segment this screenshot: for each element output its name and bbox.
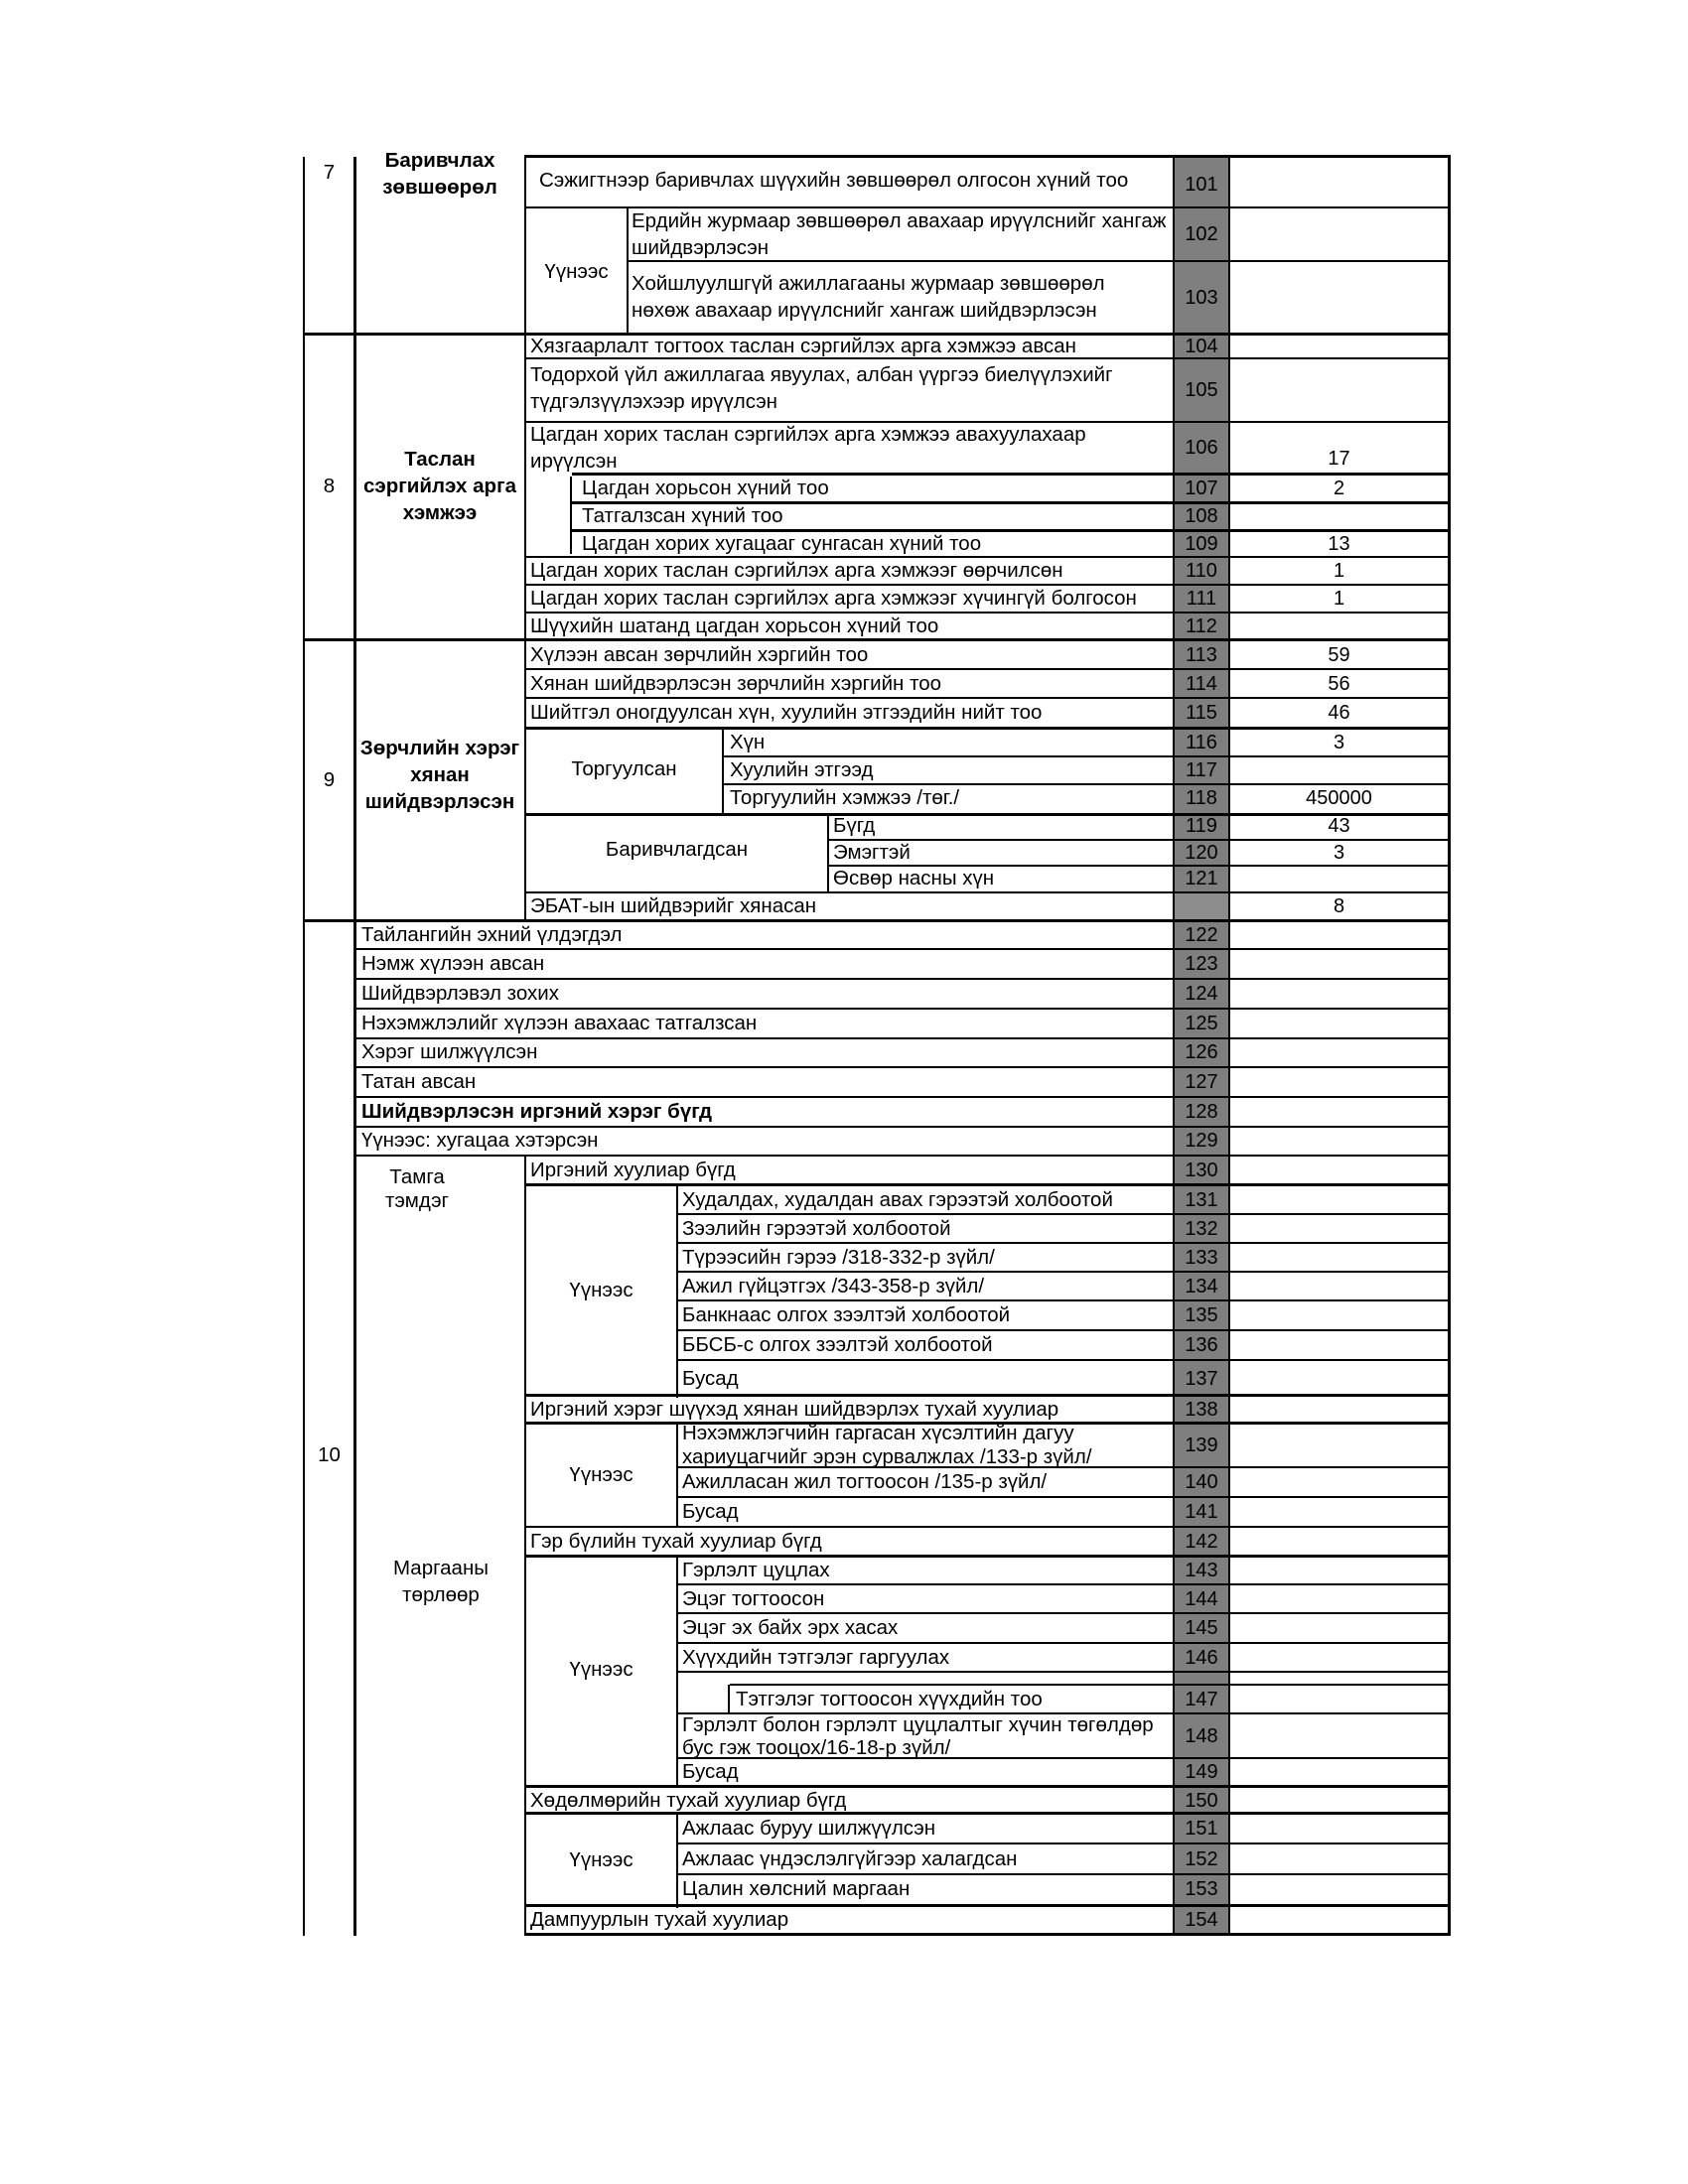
row-label-102: Ердийн журмаар зөвшөөрөл авахаар ирүүлснийг хангаж шийдвэрлэсэн: [632, 209, 1167, 259]
ofwhich-label-family: Үүнээс: [569, 1658, 633, 1681]
row-code: 114: [1186, 673, 1217, 695]
row-code: 126: [1185, 1041, 1218, 1063]
row-label-134: Ажил гүйцэтгэх /343-358-р зүйл/: [682, 1275, 985, 1297]
row-label-128: Шийдвэрлэсэн иргэний хэрэг бүгд: [361, 1100, 712, 1123]
row-code: 130: [1185, 1160, 1218, 1181]
row-label-125: Нэхэмжлэлийг хүлээн авахаас татгалзсан: [361, 1012, 758, 1034]
value-cell-115: 46: [1328, 702, 1350, 724]
row-code: 120: [1185, 842, 1218, 864]
row-label-127: Татан авсан: [361, 1070, 477, 1093]
section-title-8: Таслан сэргийлэх арга хэмжээ: [362, 448, 517, 524]
row-code: 144: [1185, 1588, 1218, 1610]
row-code: 138: [1185, 1399, 1218, 1421]
row-code: 119: [1186, 815, 1217, 837]
value-cell-119: 43: [1328, 815, 1350, 837]
row-label-124: Шийдвэрлэвэл зохих: [361, 982, 559, 1005]
ofwhich-label-civil: Үүнээс: [569, 1279, 633, 1301]
row-label-135: Банкнаас олгох зээлтэй холбоотой: [682, 1303, 1011, 1326]
section-number-9: 9: [323, 768, 336, 791]
row-label-117: Хуулийн этгээд: [730, 758, 874, 781]
row-label-129: Үүнээс: хугацаа хэтэрсэн: [361, 1129, 599, 1152]
row-code: 143: [1185, 1560, 1218, 1581]
row-code: 122: [1185, 924, 1218, 946]
row-label-146: Хүүхдийн тэтгэлэг гаргуулах: [682, 1646, 950, 1669]
row-label-145: Эцэг эх байх эрх хасах: [682, 1616, 899, 1639]
row-code: 116: [1186, 732, 1217, 753]
row-code: 123: [1185, 953, 1218, 975]
row-label-114: Хянан шийдвэрлэсэн зөрчлийн хэргийн тоо: [530, 672, 942, 695]
row-label-132: Зээлийн гэрээтэй холбоотой: [682, 1217, 951, 1240]
section-number-7: 7: [323, 161, 336, 184]
row-code: 133: [1185, 1247, 1218, 1269]
value-cell-106: 17: [1328, 448, 1350, 470]
row-code: 109: [1185, 533, 1218, 555]
row-label-108: Татгалзсан хүний тоо: [582, 504, 783, 527]
row-code: 111: [1186, 588, 1217, 610]
s9-fined-divider: [722, 730, 724, 815]
row-label-140: Ажилласан жил тогтоосон /135-р зүйл/: [682, 1470, 1048, 1493]
row-code: 117: [1186, 759, 1217, 781]
row-label-133: Түрээсийн гэрээ /318-332-р зүйл/: [682, 1246, 995, 1269]
row-code: 106: [1185, 437, 1218, 459]
row-code: 145: [1185, 1617, 1218, 1639]
code-right-border: [1228, 157, 1230, 1936]
code-column-shade-gap: [1175, 893, 1229, 921]
row-label-143: Гэрлэлт цуцлах: [682, 1559, 830, 1581]
row-code: 135: [1185, 1304, 1218, 1326]
row-code: 151: [1185, 1818, 1218, 1840]
row-code: 125: [1185, 1013, 1218, 1034]
row-code: 140: [1185, 1471, 1218, 1493]
row-code: 115: [1186, 702, 1217, 724]
row-label-136: ББСБ-с олгох зээлтэй холбоотой: [682, 1333, 993, 1356]
row-code: 112: [1186, 615, 1217, 637]
row-code: 141: [1185, 1501, 1218, 1523]
row-label-142: Гэр бүлийн тухай хуулиар бүгд: [530, 1530, 822, 1553]
row-code: 154: [1185, 1909, 1218, 1931]
row-code: 127: [1185, 1071, 1218, 1093]
row-label-118: Торгуулийн хэмжээ /төг./: [730, 786, 960, 809]
row-label-151: Ажлаас буруу шилжүүлсэн: [682, 1817, 936, 1840]
s8-sub-divider: [570, 477, 572, 554]
row-code: 118: [1186, 787, 1217, 809]
stamp-label: Тамга тэмдэг: [384, 1165, 450, 1212]
section-title-7: Баривчлах зөвшөөрөл: [382, 149, 497, 199]
row-code: 103: [1185, 287, 1218, 309]
row-code: 105: [1185, 379, 1218, 401]
ofwhich-label-s7: Үүнээс: [544, 260, 609, 283]
s10-labor-divider: [676, 1813, 678, 1908]
row-label-153: Цалин хөлсний маргаан: [682, 1877, 911, 1900]
s7-sub-divider: [627, 208, 629, 334]
row-label-130: Иргэний хуулиар бүгд: [530, 1159, 736, 1181]
value-cell-107: 2: [1333, 478, 1345, 499]
row-code: 137: [1185, 1368, 1218, 1390]
row-code: 104: [1185, 336, 1218, 357]
value-cell-116: 3: [1333, 732, 1345, 753]
hline: [678, 1843, 1450, 1844]
value-cell-118: 450000: [1306, 787, 1372, 809]
row-code: 121: [1185, 868, 1218, 889]
ofwhich-label-labor: Үүнээс: [569, 1848, 633, 1871]
section-divider: [353, 157, 356, 1936]
hline: [678, 1496, 1450, 1498]
row-code: 129: [1185, 1130, 1218, 1152]
row-label-131: Худалдах, худалдан авах гэрээтэй холбоотой: [682, 1188, 1113, 1211]
ofwhich-label-procedure: Үүнээс: [569, 1463, 633, 1486]
top-border: [524, 155, 1450, 158]
row-label-106: Цагдан хорих таслан сэргийлэх арга хэмжээ авахуулахаар ирүүлсэн: [530, 423, 1086, 473]
row-label-148: Гэрлэлт болон гэрлэлт цуцлалтыг хүчин төгөлдөр бус гэж тооцох/16-18-р зүйл/: [682, 1713, 1154, 1759]
row-code: 148: [1185, 1725, 1218, 1747]
row-label-141: Бусад: [682, 1500, 739, 1523]
row-label-149: Бусад: [682, 1760, 739, 1783]
row-label-152: Ажлаас үндэслэлгүйгээр халагдсан: [682, 1847, 1018, 1870]
row-label-104: Хязгаарлалт тогтоох таслан сэргийлэх арга хэмжээ авсан: [530, 335, 1076, 357]
section-number-8: 8: [323, 475, 336, 497]
s10-alimony-divider: [728, 1685, 730, 1713]
row-label-147: Тэтгэлэг тогтоосон хүүхдийн тоо: [736, 1688, 1043, 1710]
row-label-120: Эмэгтэй: [833, 841, 911, 864]
value-cell-113: 59: [1328, 644, 1350, 666]
row-label-137: Бусад: [682, 1367, 739, 1390]
hline: [678, 1359, 1450, 1361]
row-label-105: Тодорхой үйл ажиллагаа явуулах, албан үүргээ биелүүлэхийг түдгэлзүүлэхээр ирүүлсэн: [530, 363, 1113, 413]
row-code: 101: [1185, 174, 1218, 196]
row-code: 150: [1185, 1790, 1218, 1812]
row-code: 134: [1185, 1276, 1218, 1297]
value-cell-109: 13: [1328, 533, 1350, 555]
s10-procedure-divider: [676, 1424, 678, 1527]
value-cell-110: 1: [1333, 560, 1345, 582]
row-label-112: Шүүхийн шатанд цагдан хорьсон хүний тоо: [530, 614, 939, 637]
row-code: 142: [1185, 1531, 1218, 1553]
left-border: [303, 157, 305, 1936]
row-code: 146: [1185, 1647, 1218, 1669]
row-code: 128: [1185, 1101, 1218, 1123]
row-code: 136: [1185, 1334, 1218, 1356]
row-label-101: Сэжигтнээр баривчлах шүүхийн зөвшөөрөл олгосон хүний тоо: [539, 169, 1129, 192]
value-cell-120: 3: [1333, 842, 1345, 864]
dispute-type-label: Маргааны төрлөөр: [393, 1557, 489, 1606]
row-label-119: Бүгд: [833, 814, 876, 837]
row-code: 107: [1185, 478, 1218, 499]
row-label-103: Хойшлуулшгүй ажиллагааны журмаар зөвшөөрөл нөхөж авахаар ирүүлснийг хангаж шийдвэрлэсэн: [632, 272, 1105, 322]
row-code: 131: [1185, 1189, 1218, 1211]
s9-arrested-divider: [827, 815, 829, 893]
row-label-109: Цагдан хорих хугацааг сунгасан хүний тоо: [582, 532, 982, 555]
row-label-111: Цагдан хорих таслан сэргийлэх арга хэмжээг хүчингүй болгосон: [530, 587, 1137, 610]
hline: [354, 1155, 1450, 1157]
row-code: 149: [1185, 1761, 1218, 1783]
fined-label: Торгуулсан: [571, 757, 677, 780]
row-label-139: Нэхэмжлэгчийн гаргасан хүсэлтийн дагуу хариуцагчийг эрэн сурвалжлах /133-р зүйл/: [682, 1422, 1092, 1466]
value-cell-111: 1: [1333, 588, 1345, 610]
row-label-138: Иргэний хэрэг шүүхэд хянан шийдвэрлэх тухай хуулиар: [530, 1398, 1059, 1421]
row-label-110: Цагдан хорих таслан сэргийлэх арга хэмжээг өөрчилсөн: [530, 559, 1063, 582]
row-code: 113: [1186, 644, 1217, 666]
row-label-126: Хэрэг шилжүүлсэн: [361, 1040, 538, 1063]
row-label-154: Дампуурлын тухай хуулиар: [530, 1908, 789, 1931]
row-label-113: Хүлээн авсан зөрчлийн хэргийн тоо: [530, 643, 869, 666]
row-code: 132: [1185, 1218, 1218, 1240]
arrested-label: Баривчлагдсан: [605, 838, 749, 861]
row-label-123: Нэмж хүлээн авсан: [361, 952, 545, 975]
row-code: 110: [1186, 560, 1217, 582]
row-code: 139: [1185, 1434, 1218, 1456]
row-label-116: Хүн: [730, 731, 766, 753]
row-label-107: Цагдан хорьсон хүний тоо: [582, 477, 829, 499]
row-label-115: Шийтгэл оногдуулсан хүн, хуулийн этгээдийн нийт тоо: [530, 701, 1043, 724]
row-code: 147: [1185, 1689, 1218, 1710]
row-label-150: Хөдөлмөрийн тухай хуулиар бүгд: [530, 1789, 847, 1812]
row-label-ebat: ЭБАТ-ын шийдвэрийг хянасан: [530, 894, 817, 917]
row-code: 153: [1185, 1878, 1218, 1900]
row-code: 108: [1185, 505, 1218, 527]
section-number-10: 10: [318, 1443, 341, 1466]
row-label-121: Өсвөр насны хүн: [833, 867, 995, 889]
value-cell-114: 56: [1328, 673, 1350, 695]
section-title-9: Зөрчлийн хэрэг хянан шийдвэрлэсэн: [359, 737, 520, 813]
row-code: 124: [1185, 983, 1218, 1005]
row-code: 102: [1185, 223, 1218, 245]
label-divider-bottom: [524, 1156, 526, 1936]
row-label-144: Эцэг тогтоосон: [682, 1587, 825, 1610]
hline: [354, 1066, 1450, 1068]
row-label-122: Тайлангийн эхний үлдэгдэл: [361, 923, 623, 946]
row-code: 152: [1185, 1848, 1218, 1870]
value-cell-ebat: 8: [1333, 895, 1345, 917]
s10-civil-divider: [676, 1185, 678, 1398]
